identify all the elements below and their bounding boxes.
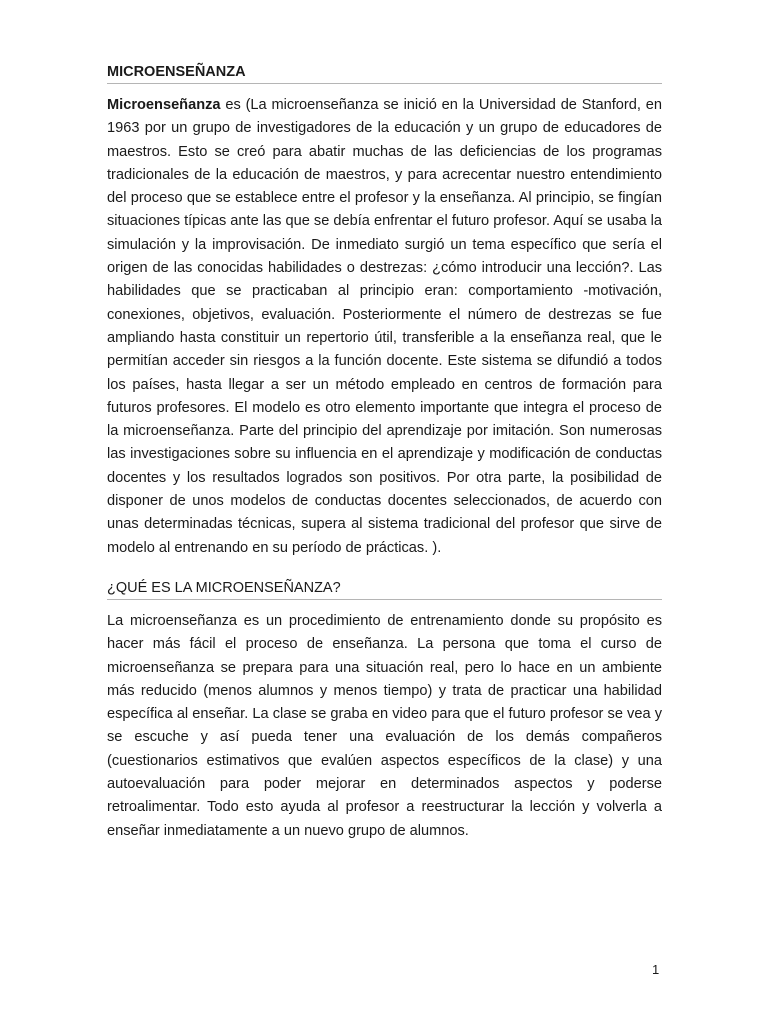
section-spacer — [107, 560, 662, 578]
document-page — [107, 62, 662, 843]
section-paragraph-intro — [107, 94, 662, 560]
section-paragraph-definition: La microenseñanza es un procedimiento de entrenamiento donde su propósito es hacer más fácil el proceso de enseñanza. La persona que toma el curso de microenseñanza se prepara para una situación real, pero lo hace en un ambiente más reducido (menos alumnos y menos tiempo) y trata de practicar una habilidad específica al enseñar. La clase se graba en video para que el futuro profesor se vea y se escuche y así pueda tener una evaluación de los demás compañeros (cuestionarios estimativos que evalúen aspectos específicos de la clase) y una autoevaluación para poder mejorar en determinados aspectos y poderse retroalimentar. Todo esto ayuda al profesor a reestructurar la lección y volverla a enseñar inmediatamente a un nuevo grupo de alumnos. — [107, 612, 662, 839]
paragraph-body: es (La microenseñanza se inició en la Universidad de Stanford, en 1963 por un grupo de investigadores de la educación y un grupo de educadores de maestros. Esto se creó para abatir muchas de las deficiencias de los programas tradicionales de la educación de maestros, y para acrecentar nuestro entendimiento del proceso que se establece entre el profesor y la enseñanza. Al principio, se fingían situaciones típicas ante las que se debía enfrentar el futuro profesor. Aquí se usaba la simulación y la improvisación. De inmediato surgió un tema específico que sería el origen de las conocidas habilidades o destrezas: ¿cómo introducir una lección?. Las habilidades que se practicaban al principio eran: comportamiento -motivación, conexiones, objetivos, evaluación. Posteriormente el número de destrezas se fue ampliando hasta constituir un repertorio útil, transferible a la enseñanza real, que le permitían acceder sin riesgos a la función docente. Este sistema se difundió a todos los países, hasta llegar a ser un método empleado en centros de formación para futuros profesores. El modelo es otro elemento importante que integra el proceso de la microenseñanza. Parte del principio del aprendizaje por imitación. Son numerosas las investigaciones sobre su influencia en el aprendizaje y modificación de conductas docentes y los resultados logrados son positivos. Por otra parte, la posibilidad de disponer de unos modelos de conductas docentes seleccionados, de acuerdo con unas determinadas técnicas, supera al sistema tradicional del profesor que sirve de modelo al entrenando en su período de prácticas. ). — [107, 97, 662, 556]
section-heading-microensenanza: MICROENSEÑANZA — [107, 62, 662, 84]
section-heading-que-es: ¿QUÉ ES LA MICROENSEÑANZA? — [107, 578, 662, 600]
lead-term: Microenseñanza — [107, 97, 221, 113]
page-number: 1 — [652, 962, 660, 977]
